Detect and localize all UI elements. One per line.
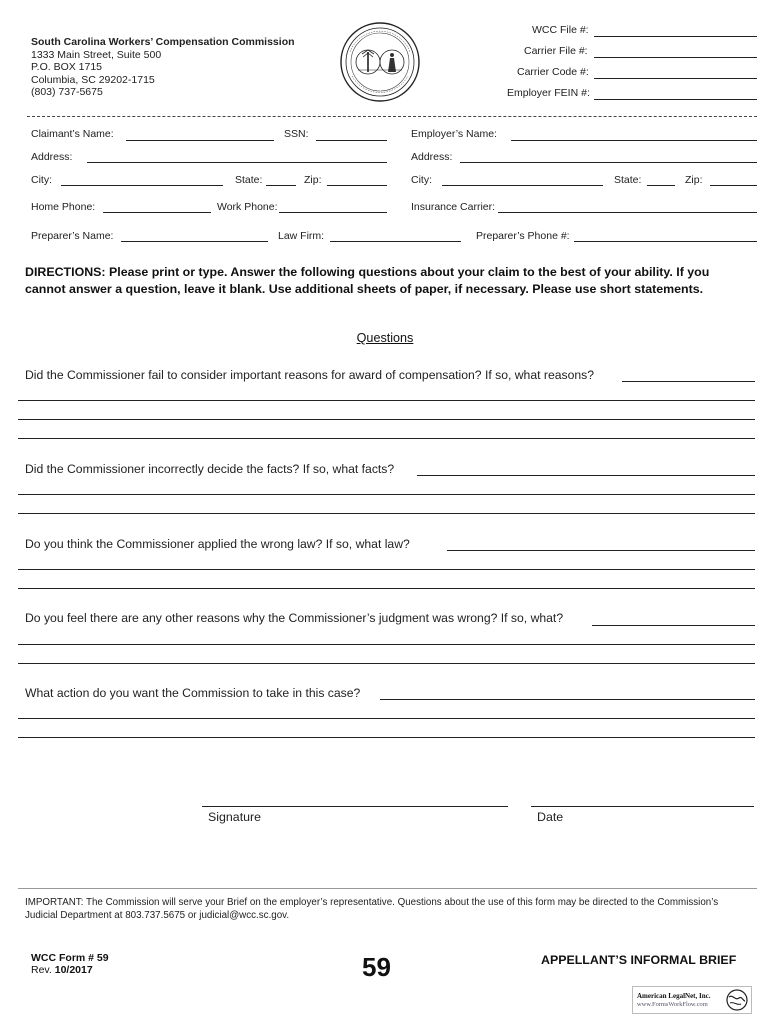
question-1-answer-line-4[interactable] bbox=[18, 438, 755, 439]
question-4-answer-line-3[interactable] bbox=[18, 663, 755, 664]
question-3-answer-line-2[interactable] bbox=[18, 569, 755, 570]
footer-divider bbox=[18, 888, 757, 889]
preparer-phone-label: Preparer’s Phone #: bbox=[476, 230, 570, 242]
question-3-answer-line-1[interactable] bbox=[447, 550, 755, 551]
form-title: APPELLANT’S INFORMAL BRIEF bbox=[541, 953, 737, 967]
question-2-answer-line-1[interactable] bbox=[417, 475, 755, 476]
law-firm-field[interactable] bbox=[330, 241, 461, 242]
law-firm-label: Law Firm: bbox=[278, 230, 325, 242]
carrier-file-field[interactable] bbox=[594, 57, 757, 58]
question-1: Did the Commissioner fail to consider important reasons for award of compensation? If so, what reasons? bbox=[25, 368, 595, 382]
important-notice: IMPORTANT: The Commission will serve your Brief on the employer’s representative. Questions about the use of this form may be directed to the Commission’s Judicial Department at 803.737.5675 or judicial@wcc.sc.gov. bbox=[25, 897, 719, 922]
insurance-carrier-field[interactable] bbox=[498, 212, 757, 213]
claimant-address-label: Address: bbox=[31, 151, 73, 163]
work-phone-field[interactable] bbox=[279, 212, 387, 213]
claimant-name-field[interactable] bbox=[126, 140, 274, 141]
question-4-answer-line-2[interactable] bbox=[18, 644, 755, 645]
questions-heading-text: Questions bbox=[356, 331, 414, 345]
rev-date: 10/2017 bbox=[54, 964, 93, 976]
form-big-number: 59 bbox=[362, 952, 391, 982]
signature-label: Signature bbox=[208, 810, 262, 824]
employer-city-label: City: bbox=[411, 174, 432, 186]
employer-zip-field[interactable] bbox=[710, 185, 757, 186]
claimant-zip-label: Zip: bbox=[304, 174, 322, 186]
question-1-answer-line-2[interactable] bbox=[18, 400, 755, 401]
claimant-address-field[interactable] bbox=[87, 162, 387, 163]
employer-state-field[interactable] bbox=[647, 185, 675, 186]
question-3-answer-line-3[interactable] bbox=[18, 588, 755, 589]
header-divider bbox=[27, 116, 757, 117]
question-5-answer-line-3[interactable] bbox=[18, 737, 755, 738]
publisher-badge bbox=[632, 986, 752, 1014]
signature-field[interactable] bbox=[202, 806, 508, 807]
home-phone-field[interactable] bbox=[103, 212, 211, 213]
claimant-city-label: City: bbox=[31, 174, 52, 186]
preparer-name-label: Preparer’s Name: bbox=[31, 230, 114, 242]
question-4: Do you feel there are any other reasons why the Commissioner’s judgment was wrong? If so, what? bbox=[25, 611, 564, 625]
carrier-file-label: Carrier File #: bbox=[524, 45, 588, 57]
ssn-field[interactable] bbox=[316, 140, 387, 141]
question-5-answer-line-2[interactable] bbox=[18, 718, 755, 719]
rev-label: Rev. bbox=[31, 964, 52, 976]
organization-phone: (803) 737-5675 bbox=[31, 86, 103, 99]
questions-heading bbox=[0, 331, 770, 345]
question-2-answer-line-2[interactable] bbox=[18, 494, 755, 495]
publisher-name: American LegalNet, Inc. bbox=[637, 992, 711, 1000]
claimant-state-field[interactable] bbox=[266, 185, 296, 186]
employer-name-field[interactable] bbox=[511, 140, 757, 141]
question-4-answer-line-1[interactable] bbox=[592, 625, 755, 626]
carrier-code-label: Carrier Code #: bbox=[517, 66, 589, 78]
home-phone-label: Home Phone: bbox=[31, 201, 96, 213]
employer-fein-label: Employer FEIN #: bbox=[507, 87, 590, 99]
employer-zip-label: Zip: bbox=[685, 174, 703, 186]
employer-state-label: State: bbox=[614, 174, 642, 186]
question-5: What action do you want the Commission to take in this case? bbox=[25, 686, 361, 700]
address-line-3: Columbia, SC 29202-1715 bbox=[31, 73, 155, 86]
organization-address-block bbox=[31, 36, 295, 99]
date-label: Date bbox=[537, 810, 564, 824]
employer-address-label: Address: bbox=[411, 151, 453, 163]
employer-name-label: Employer’s Name: bbox=[411, 128, 497, 140]
work-phone-label: Work Phone: bbox=[217, 201, 278, 213]
form-number: WCC Form # 59 bbox=[31, 952, 109, 964]
form-number-block bbox=[31, 952, 109, 976]
employer-address-field[interactable] bbox=[460, 162, 757, 163]
publisher-url[interactable]: www.FormsWorkFlow.com bbox=[637, 1001, 708, 1008]
date-field[interactable] bbox=[531, 806, 754, 807]
organization-name: South Carolina Workers’ Compensation Commission bbox=[31, 36, 295, 48]
claimant-zip-field[interactable] bbox=[327, 185, 387, 186]
publisher-globe-icon bbox=[726, 989, 748, 1011]
question-2: Did the Commissioner incorrectly decide the facts? If so, what facts? bbox=[25, 462, 395, 476]
question-2-answer-line-3[interactable] bbox=[18, 513, 755, 514]
question-3: Do you think the Commissioner applied the wrong law? If so, what law? bbox=[25, 537, 410, 551]
claimant-city-field[interactable] bbox=[61, 185, 223, 186]
question-1-answer-line-1[interactable] bbox=[622, 381, 755, 382]
directions-text: DIRECTIONS: Please print or type. Answer the following questions about your claim to the best of your ability. If you cannot answer a question, leave it blank. Use additional sheets of paper, if necessary. Please use short statements. bbox=[25, 265, 710, 296]
claimant-name-label: Claimant’s Name: bbox=[31, 128, 114, 140]
insurance-carrier-label: Insurance Carrier: bbox=[411, 201, 496, 213]
wcc-file-field[interactable] bbox=[594, 36, 757, 37]
address-line-2: P.O. BOX 1715 bbox=[31, 61, 103, 74]
ssn-label: SSN: bbox=[284, 128, 309, 140]
wcc-file-label: WCC File #: bbox=[532, 24, 589, 36]
preparer-name-field[interactable] bbox=[121, 241, 268, 242]
question-5-answer-line-1[interactable] bbox=[380, 699, 755, 700]
question-1-answer-line-3[interactable] bbox=[18, 419, 755, 420]
state-seal-icon bbox=[340, 22, 420, 102]
carrier-code-field[interactable] bbox=[594, 78, 757, 79]
employer-fein-field[interactable] bbox=[594, 99, 757, 100]
address-line-1: 1333 Main Street, Suite 500 bbox=[31, 48, 162, 61]
claimant-state-label: State: bbox=[235, 174, 263, 186]
preparer-phone-field[interactable] bbox=[574, 241, 757, 242]
employer-city-field[interactable] bbox=[442, 185, 603, 186]
